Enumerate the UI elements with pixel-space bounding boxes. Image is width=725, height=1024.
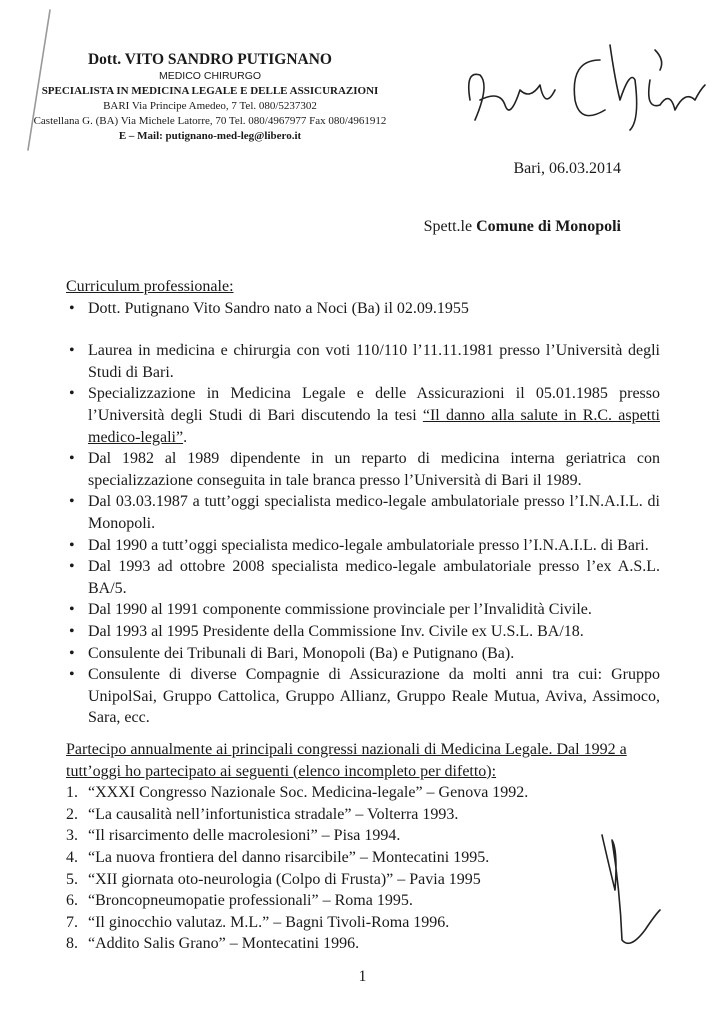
congress-item bbox=[66, 890, 660, 912]
congress-intro: Partecipo annualmente ai principali congressi nazionali di Medicina Legale. Dal 1992 a tutt’oggi ho partecipato ai seguenti (elenco incompleto per difetto): bbox=[66, 741, 627, 780]
congress-item bbox=[66, 782, 660, 804]
item-text: “Il ginocchio valutaz. M.L.” – Bagni Tivoli-Roma 1996. bbox=[88, 913, 450, 931]
list-item bbox=[66, 383, 660, 448]
congress-item bbox=[66, 825, 660, 847]
email: E – Mail: putignano-med-leg@libero.it bbox=[118, 130, 302, 142]
curriculum-section bbox=[66, 276, 660, 729]
list-item: • Dal 1993 al 1995 Presidente della Commissione Inv. Civile ex U.S.L. BA/18. bbox=[66, 621, 660, 643]
item-number: 1. bbox=[66, 784, 78, 802]
item-text: “XII giornata oto-neurologia (Colpo di Frusta)” – Pavia 1995 bbox=[88, 870, 481, 888]
list-item: • Consulente di diverse Compagnie di Assicurazione da molti anni tra cui: Gruppo UnipolSai, Gruppo Cattolica, Gruppo Allianz, Gruppo Reale Mutua, Aviva, Assimoco, Sara, ecc. bbox=[66, 664, 660, 729]
item-number: 7. bbox=[66, 913, 78, 931]
page-number: 1 bbox=[358, 968, 367, 985]
doctor-specialty: SPECIALISTA IN MEDICINA LEGALE E DELLE ASSICURAZIONI bbox=[41, 85, 379, 97]
congress-item bbox=[66, 912, 660, 934]
list-item: • Dott. Putignano Vito Sandro nato a Noci (Ba) il 02.09.1955 bbox=[66, 298, 660, 320]
curriculum-list bbox=[66, 298, 660, 729]
recipient-name: Comune di Monopoli bbox=[476, 218, 621, 235]
address-bari: BARI Via Principe Amedeo, 7 Tel. 080/5237302 bbox=[103, 100, 317, 112]
specialization-text: Specializzazione in Medicina Legale e delle Assicurazioni il 05.01.1985 presso l’Università degli Studi di Bari discutendo la tesi bbox=[88, 385, 660, 424]
initials-signature bbox=[590, 830, 670, 960]
item-text: “Broncopneumopatie professionali” – Roma 1995. bbox=[88, 892, 413, 910]
handwritten-signatures bbox=[460, 30, 710, 140]
item-number: 6. bbox=[66, 892, 78, 910]
list-item: • Consulente dei Tribunali di Bari, Monopoli (Ba) e Putignano (Ba). bbox=[66, 643, 660, 665]
list-item: • Dal 03.03.1987 a tutt’oggi specialista medico-legale ambulatoriale presso l’I.N.A.I.L. di Monopoli. bbox=[66, 491, 660, 534]
curriculum-heading: Curriculum professionale: bbox=[66, 278, 234, 295]
congress-item bbox=[66, 869, 660, 891]
thesis-title: “Il danno alla salute in R.C. aspetti medico-legali” bbox=[88, 406, 661, 446]
item-number: 3. bbox=[66, 827, 78, 845]
address-castellana: Castellana G. (BA) Via Michele Latorre, 70 Tel. 080/4967977 Fax 080/4961912 bbox=[33, 115, 387, 127]
congress-list bbox=[66, 782, 660, 955]
item-number: 2. bbox=[66, 805, 78, 823]
doctor-name: Dott. VITO SANDRO PUTIGNANO bbox=[87, 51, 332, 68]
congress-item bbox=[66, 847, 660, 869]
congress-section bbox=[66, 739, 660, 955]
list-item: • Dal 1990 al 1991 componente commissione provinciale per l’Invalidità Civile. bbox=[66, 599, 660, 621]
item-number: 8. bbox=[66, 935, 78, 953]
recipient-prefix: Spett.le bbox=[423, 218, 477, 235]
congress-item bbox=[66, 804, 660, 826]
list-item: • Dal 1982 al 1989 dipendente in un reparto di medicina interna geriatrica con specializzazione conseguita in tale branca presso l’Università di Bari il 1989. bbox=[66, 448, 660, 491]
list-item: • Dal 1993 ad ottobre 2008 specialista medico-legale ambulatoriale presso l’ex A.S.L. BA/5. bbox=[66, 556, 660, 599]
letter-date: Bari, 06.03.2014 bbox=[513, 160, 621, 177]
item-text: “La causalità nell’infortunistica stradale” – Volterra 1993. bbox=[88, 805, 459, 823]
item-number: 5. bbox=[66, 870, 78, 888]
letterhead bbox=[0, 50, 420, 144]
recipient bbox=[424, 218, 621, 236]
doctor-title: MEDICO CHIRURGO bbox=[158, 70, 262, 82]
item-number: 4. bbox=[66, 848, 78, 866]
specialization-end: . bbox=[183, 428, 188, 446]
item-text: “Addito Salis Grano” – Montecatini 1996. bbox=[88, 935, 360, 953]
congress-item bbox=[66, 933, 660, 955]
list-item: • Laurea in medicina e chirurgia con voti 110/110 l’11.11.1981 presso l’Università degli Studi di Bari. bbox=[66, 340, 660, 383]
item-text: “Il risarcimento delle macrolesioni” – Pisa 1994. bbox=[88, 827, 401, 845]
list-item: • Dal 1990 a tutt’oggi specialista medico-legale ambulatoriale presso l’I.N.A.I.L. di Bari. bbox=[66, 535, 660, 557]
item-text: “La nuova frontiera del danno risarcibile” – Montecatini 1995. bbox=[88, 848, 490, 866]
item-text: “XXXI Congresso Nazionale Soc. Medicina-legale” – Genova 1992. bbox=[88, 784, 529, 802]
